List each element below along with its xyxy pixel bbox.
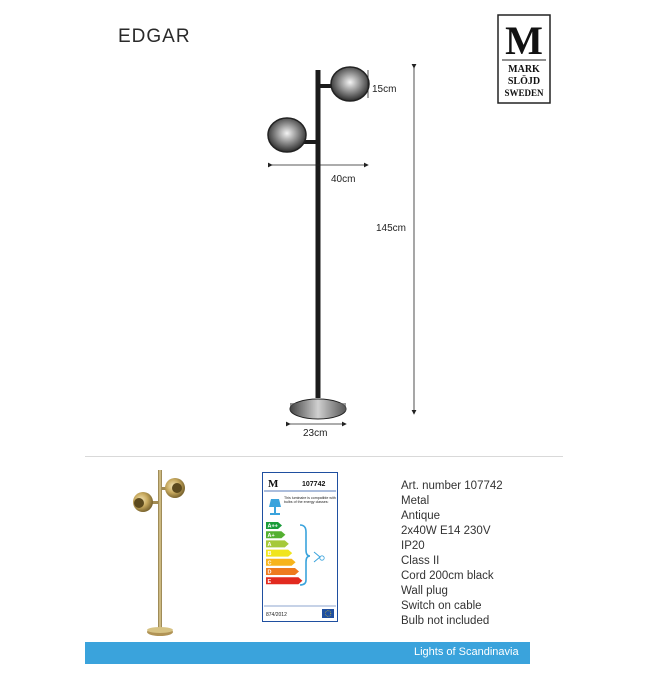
section-divider: [85, 456, 563, 457]
product-specifications: [401, 479, 503, 629]
logo-line-2: SLÖJD: [507, 76, 541, 87]
energy-article-number: 107742: [302, 481, 326, 488]
spec-line: Wall plug: [401, 585, 448, 597]
energy-class-label: A+: [267, 532, 275, 539]
energy-class-label: C: [267, 560, 272, 567]
shade-dimension-label: 15cm: [372, 84, 397, 95]
energy-class-bar: [266, 577, 302, 584]
energy-regulation: 874/2012: [266, 612, 287, 618]
footer-bar: [85, 642, 530, 664]
svg-text:M: M: [268, 478, 279, 490]
product-photo: [118, 462, 188, 642]
product-title: EDGAR: [118, 26, 191, 47]
energy-class-label: A: [267, 542, 272, 548]
spec-line: IP20: [401, 540, 425, 552]
energy-class-label: B: [267, 551, 272, 558]
upper-shade: [331, 67, 369, 101]
energy-label: [262, 472, 338, 622]
spec-line: Antique: [401, 510, 441, 522]
energy-class-label: D: [267, 569, 272, 576]
logo-line-1: MARK: [508, 64, 540, 75]
logo-letter: M: [505, 18, 543, 63]
energy-class-label: A++: [267, 523, 278, 530]
spec-line: 2x40W E14 230V: [401, 525, 491, 537]
lower-shade: [268, 118, 306, 152]
spec-line: Art. number 107742: [401, 480, 503, 492]
width-dimension-label: 40cm: [331, 174, 356, 185]
spec-line: Metal: [401, 495, 430, 507]
spec-line: Cord 200cm black: [401, 570, 494, 582]
spec-line: Switch on cable: [401, 600, 482, 612]
spec-line: Class II: [401, 555, 440, 567]
height-dimension-label: 145cm: [376, 223, 407, 234]
footer-tagline: Lights of Scandinavia: [414, 646, 519, 658]
energy-note: This luminaire is compatible with bulbs of the energy classes:: [284, 496, 336, 505]
eu-flag-icon: [322, 609, 334, 618]
energy-class-label: E: [267, 578, 272, 585]
logo-line-3: SWEDEN: [504, 88, 544, 98]
base-dimension-label: 23cm: [303, 428, 328, 439]
spec-line: Bulb not included: [401, 615, 490, 627]
